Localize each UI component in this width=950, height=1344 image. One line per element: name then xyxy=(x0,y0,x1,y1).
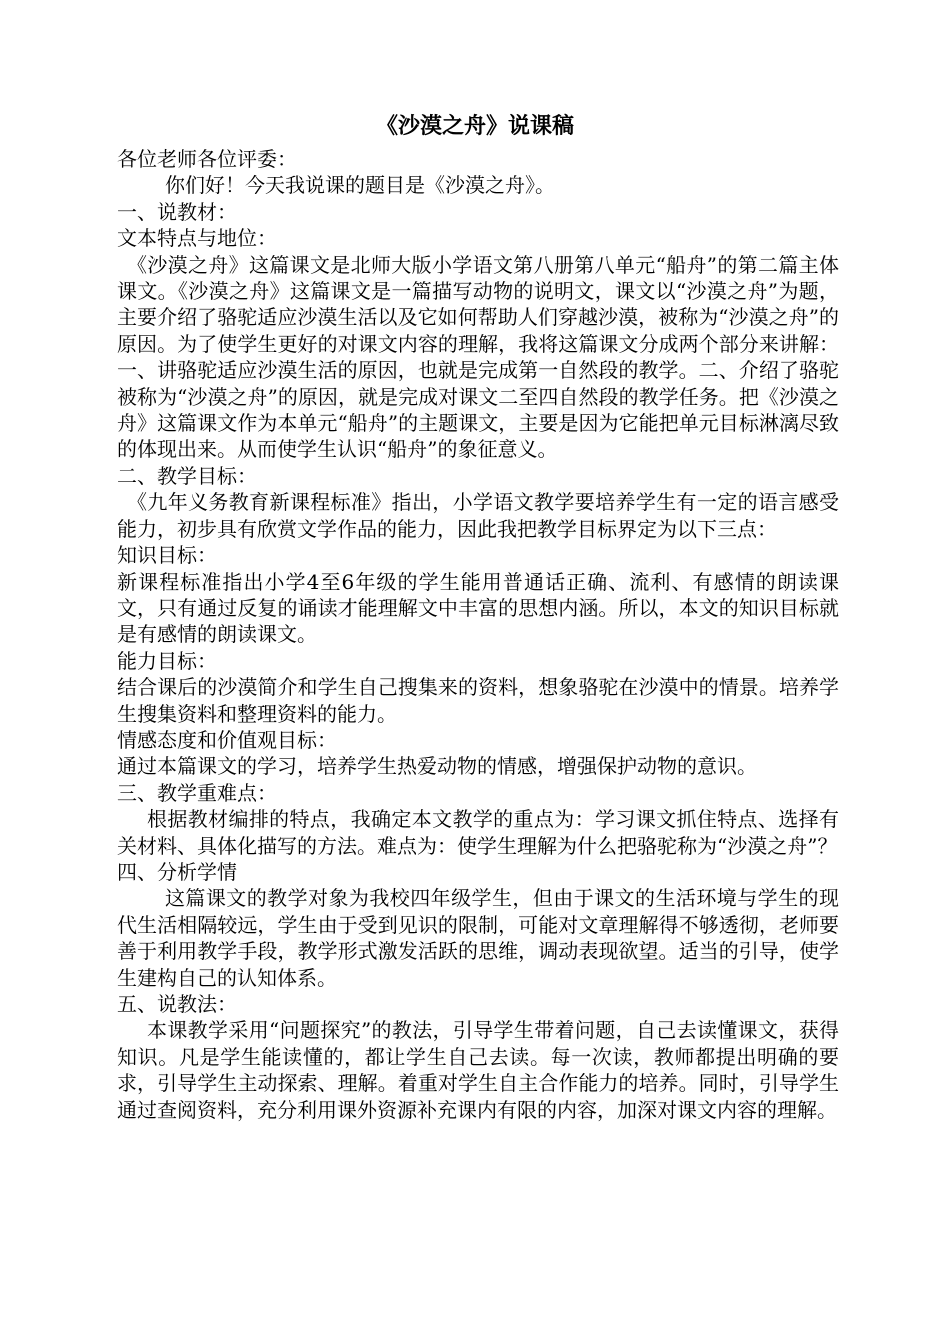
subheading-emotion-goal: 情感态度和价值观目标： xyxy=(117,727,337,752)
ability-goal-paragraph: 结合课后的沙漠简介和学生自己搜集来的资料，想象骆驼在沙漠中的情景。培养学生搜集资料和整理资料的能力。 xyxy=(117,675,839,726)
key-points-paragraph: 根据教材编排的特点，我确定本文教学的重点为：学习课文抓住特点、选择有关材料、具体化描写的方法。难点为：使学生理解为什么把骆驼称为“沙漠之舟”？ xyxy=(117,807,839,858)
emotion-goal-paragraph: 通过本篇课文的学习，培养学生热爱动物的情感，增强保护动物的意识。 xyxy=(117,754,757,779)
section-heading-learner-analysis: 四、分析学情 xyxy=(117,859,237,884)
document-body xyxy=(117,146,839,1123)
document-title: 《沙漠之舟》说课稿 xyxy=(375,113,574,139)
learner-analysis-paragraph: 这篇课文的教学对象为我校四年级学生，但由于课文的生活环境与学生的现代生活相隔较远，学生由于受到见识的限制，可能对文章理解得不够透彻，老师要善于利用教学手段，教学形式激发活跃的思维，调动表现欲望。适当的引导，使学生建构自己的认知体系。 xyxy=(117,886,839,990)
section-heading-objectives: 二、教学目标： xyxy=(117,463,257,488)
subheading-text-features: 文本特点与地位： xyxy=(117,226,277,251)
section-heading-key-points: 三、教学重难点： xyxy=(117,780,277,805)
subheading-knowledge-goal: 知识目标： xyxy=(117,543,217,568)
section-heading-teaching-method: 五、说教法： xyxy=(117,992,237,1016)
materials-paragraph: 《沙漠之舟》这篇课文是北师大版小学语文第八册第八单元“船舟”的第二篇主体课文。《沙漠之舟》这篇课文是一篇描写动物的说明文，课文以“沙漠之舟”为题，主要介绍了骆驼适应沙漠生活以及它如何帮助人们穿越沙漠，被称为“沙漠之舟”的原因。为了使学生更好的对课文内容的理解，我将这篇课文分成两个部分来讲解：一、讲骆驼适应沙漠生活的原因，也就是完成第一自然段的教学。二、介绍了骆驼被称为“沙漠之舟”的原因，就是完成对课文二至四自然段的教学任务。把《沙漠之舟》这篇课文作为本单元“船舟”的主题课文，主要是因为它能把单元目标淋漓尽致的体现出来。从而使学生认识“船舟”的象征意义。 xyxy=(117,252,839,462)
salutation: 各位老师各位评委： xyxy=(117,147,297,171)
subheading-ability-goal: 能力目标： xyxy=(117,648,217,673)
teaching-method-paragraph: 本课教学采用“问题探究”的教法，引导学生带着问题，自己去读懂课文，获得知识。凡是学生能读懂的，都让学生自己去读。每一次读，教师都提出明确的要求，引导学生主动探索、理解。着重对学生自主合作能力的培养。同时，引导学生通过查阅资料，充分利用课外资源补充课内有限的内容，加深对课文内容的理解。 xyxy=(117,1018,839,1122)
greeting-paragraph: 你们好！今天我说课的题目是《沙漠之舟》。 xyxy=(165,173,555,198)
section-heading-materials: 一、说教材： xyxy=(117,199,237,224)
objectives-intro-paragraph: 《九年义务教育新课程标准》指出，小学语文教学要培养学生有一定的语言感受能力，初步具有欣赏文学作品的能力，因此我把教学目标界定为以下三点： xyxy=(117,490,839,541)
knowledge-goal-paragraph: 新课程标准指出小学4至6年级的学生能用普通话正确、流利、有感情的朗读课文，只有通过反复的诵读才能理解文中丰富的思想内涵。所以，本文的知识目标就是有感情的朗读课文。 xyxy=(117,569,839,647)
